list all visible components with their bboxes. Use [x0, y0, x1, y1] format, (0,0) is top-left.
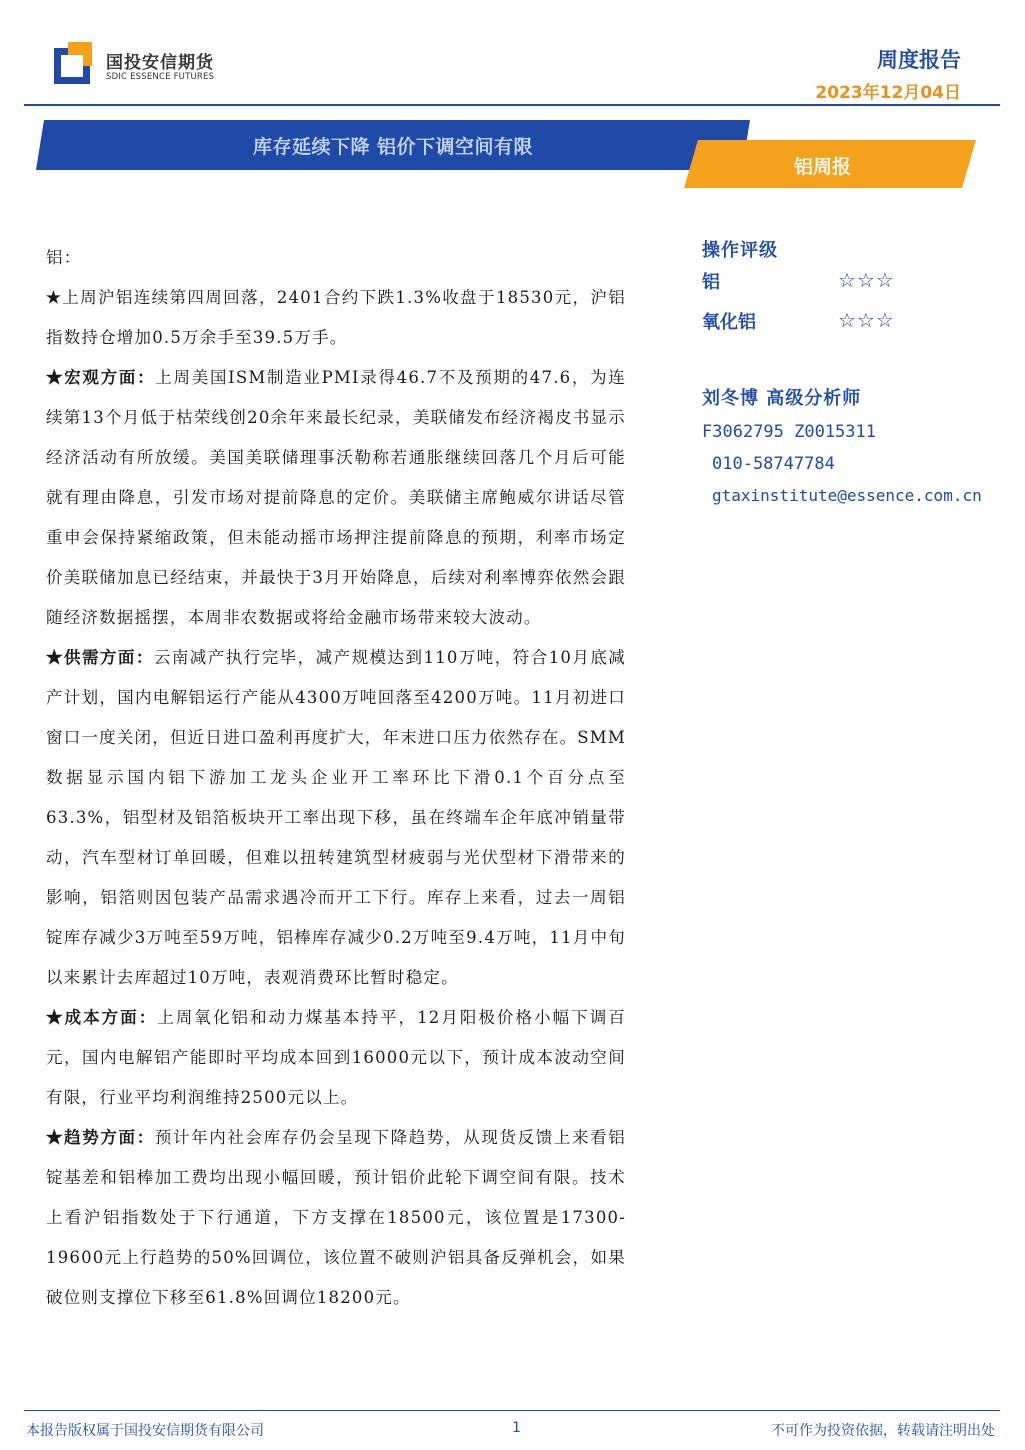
paragraph-text: 上周氧化铝和动力煤基本持平，12月阳极价格小幅下调百元，国内电解铝产能即时平均成本回到16000元以下，预计成本波动空间有限，行业平均利润维持2500元以上。 — [46, 1008, 626, 1107]
logo-name-cn: 国投安信期货 — [106, 53, 214, 73]
paragraph-label: 宏观方面： — [64, 368, 156, 387]
report-title: 库存延续下降 铝价下调空间有限 — [252, 136, 534, 158]
title-band — [36, 120, 750, 170]
logo-mark-icon — [54, 42, 96, 84]
analyst-info — [702, 384, 1025, 505]
paragraph-label: 趋势方面： — [64, 1128, 155, 1147]
report-date: 2023年12月04日 — [815, 83, 961, 103]
category-tag-label: 铝周报 — [794, 156, 852, 178]
star-bullet: ★ — [46, 288, 63, 307]
star-rating-icon: ☆☆☆ — [838, 268, 895, 292]
paragraph-trend — [46, 1118, 626, 1318]
rating-row — [702, 308, 1022, 342]
page-number: 1 — [512, 1420, 521, 1436]
analyst-license-ids: F3062795 Z0015311 — [702, 422, 876, 442]
analyst-name: 刘冬博 高级分析师 — [702, 388, 862, 409]
header-divider — [24, 104, 1000, 106]
paragraph-label: 成本方面： — [64, 1008, 158, 1027]
paragraph-weekly-review — [46, 278, 626, 358]
rating-name: 氧化铝 — [702, 312, 756, 333]
paragraph-text: 预计年内社会库存仍会呈现下降趋势，从现货反馈上来看铝锭基差和铝棒加工费均出现小幅回暖，预计铝价此轮下调空间有限。技术上看沪铝指数处于下行通道，下方支撑在18500元，该位置是17300-19600元上行趋势的50%回调位，该位置不破则沪铝具备反弹机会，如果破位则支撑位下移至61.8%回调位18200元。 — [46, 1128, 627, 1307]
analyst-phone: 010-58747784 — [712, 454, 835, 474]
star-bullet: ★ — [46, 368, 65, 387]
star-bullet: ★ — [46, 1128, 65, 1147]
paragraph-supply-demand — [46, 638, 626, 998]
paragraph-macro — [46, 358, 626, 638]
paragraph-label: 供需方面： — [63, 648, 154, 667]
paragraph-text: 上周沪铝连续第四周回落，2401合约下跌1.3%收盘于18530元，沪铝指数持仓增加0.5万余手至39.5万手。 — [46, 288, 626, 347]
star-bullet: ★ — [46, 1008, 65, 1027]
body-intro: 铝： — [46, 248, 82, 267]
footer-divider — [24, 1410, 1000, 1411]
rating-row — [702, 268, 1022, 302]
star-rating-icon: ☆☆☆ — [838, 308, 895, 332]
rating-panel — [702, 236, 1022, 342]
footer-copyright: 本报告版权属于国投安信期货有限公司 — [26, 1423, 264, 1439]
paragraph-text: 云南减产执行完毕，减产规模达到110万吨，符合10月底减产计划，国内电解铝运行产能从4300万吨回落至4200万吨。11月初进口窗口一度关闭，但近日进口盈利再度扩大，年末进口压力依然存在。SMM数据显示国内铝下游加工龙头企业开工率环比下滑0.1个百分点至63.3%，铝型材及铝箔板块开工率出现下移，虽在终端车企年底冲销量带动，汽车型材订单回暖，但难以扭转建筑型材疲弱与光伏型材下滑带来的影响，铝箔则因包装产品需求遇冷而开工下行。库存上来看，过去一周铝锭库存减少3万吨至59万吨，铝棒库存减少0.2万吨至9.4万吨，11月中旬以来累计去库超过10万吨，表观消费环比暂时稳定。 — [46, 648, 627, 987]
analyst-email[interactable]: gtaxinstitute@essence.com.cn — [712, 486, 982, 505]
paragraph-cost — [46, 998, 626, 1118]
report-body — [46, 238, 626, 1318]
company-logo — [54, 42, 244, 88]
category-tag — [684, 140, 976, 188]
paragraph-text: 上周美国ISM制造业PMI录得46.7不及预期的47.6，为连续第13个月低于枯荣线创20余年来最长纪录，美联储发布经济褐皮书显示经济活动有所放缓。美国美联储理事沃勒称若通胀继续回落几个月后可能就有理由降息，引发市场对提前降息的定价。美联储主席鲍威尔讲话尽管重申会保持紧缩政策，但未能动摇市场押注提前降息的预期，利率市场定价美联储加息已经结束，并最快于3月开始降息，后续对利率博弈依然会跟随经济数据摇摆，本周非农数据或将给金融市场带来较大波动。 — [46, 368, 626, 627]
rating-heading: 操作评级 — [702, 240, 778, 261]
report-type: 周度报告 — [877, 48, 961, 72]
footer-disclaimer: 不可作为投资依据，转载请注明出处 — [771, 1423, 995, 1439]
star-bullet: ★ — [46, 648, 64, 667]
logo-name-en: SDIC ESSENCE FUTURES — [106, 72, 215, 82]
rating-name: 铝 — [702, 272, 720, 293]
